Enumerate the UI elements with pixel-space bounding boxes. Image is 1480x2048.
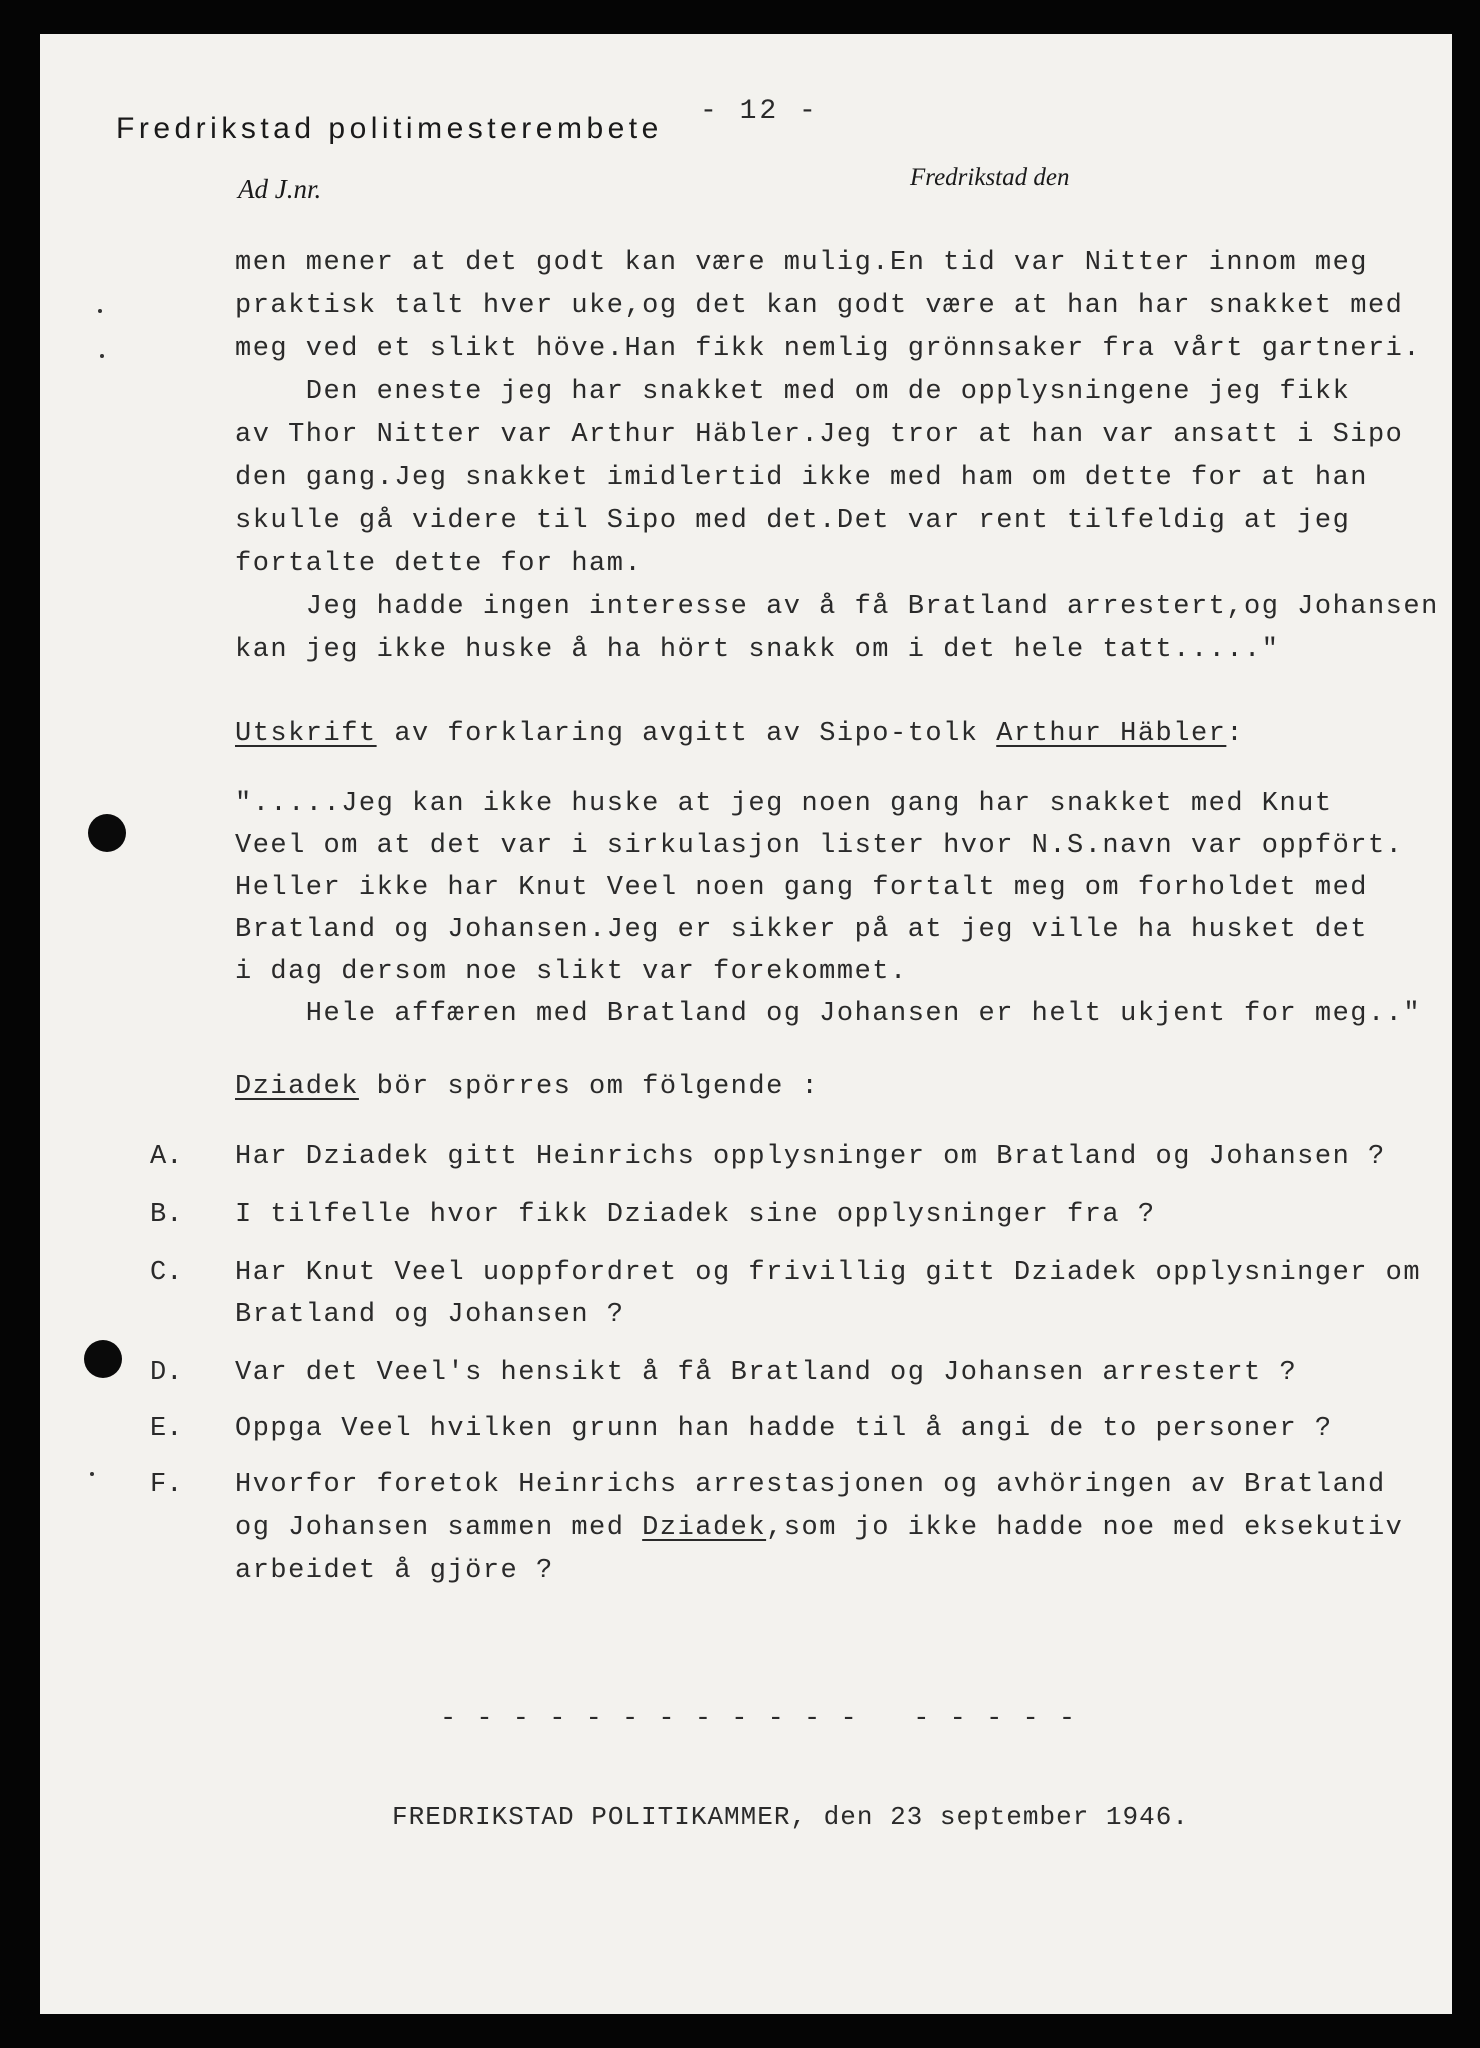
body-line: men mener at det godt kan være mulig.En tid var Nitter innom meg bbox=[235, 248, 1368, 278]
question-letter: F. bbox=[150, 1470, 183, 1500]
question-letter: B. bbox=[150, 1200, 183, 1230]
body-line: skulle gå videre til Sipo med det.Det var rent tilfeldig at jeg bbox=[235, 506, 1351, 536]
question-line: arbeidet å gjöre ? bbox=[235, 1556, 554, 1586]
question-line bbox=[235, 1513, 1403, 1543]
letterhead: Fredrikstad politimesterembete bbox=[116, 112, 663, 145]
document-page bbox=[40, 34, 1452, 2014]
question-line: I tilfelle hvor fikk Dziadek sine opplysninger fra ? bbox=[235, 1200, 1156, 1230]
statement-line: Hele affæren med Bratland og Johansen er helt ukjent for meg.." bbox=[235, 999, 1422, 1029]
journal-number-label: Ad J.nr. bbox=[238, 174, 322, 204]
question-line: Oppga Veel hvilken grunn han hadde til å angi de to personer ? bbox=[235, 1414, 1333, 1444]
statement-line: Heller ikke har Knut Veel noen gang fortalt meg om forholdet med bbox=[235, 873, 1368, 903]
closing-line: FREDRIKSTAD POLITIKAMMER, den 23 september 1946. bbox=[392, 1802, 1189, 1832]
body-line: av Thor Nitter var Arthur Häbler.Jeg tror at han var ansatt i Sipo bbox=[235, 420, 1404, 450]
body-line: kan jeg ikke huske å ha hört snakk om i det hele tatt....." bbox=[235, 635, 1280, 665]
question-line: Har Knut Veel uoppfordret og frivillig gitt Dziadek opplysninger om bbox=[235, 1258, 1422, 1288]
question-letter: C. bbox=[150, 1258, 183, 1288]
statement-line: ".....Jeg kan ikke huske at jeg noen gang har snakket med Knut bbox=[235, 789, 1333, 819]
punch-hole bbox=[84, 1340, 122, 1378]
statement-line: i dag dersom noe slikt var forekommet. bbox=[235, 957, 908, 987]
statement-heading-colon: : bbox=[1226, 719, 1245, 749]
body-line: Den eneste jeg har snakket med om de opplysningene jeg fikk bbox=[235, 377, 1351, 407]
punch-hole bbox=[88, 814, 126, 852]
question-line: Bratland og Johansen ? bbox=[235, 1300, 625, 1330]
question-letter: D. bbox=[150, 1358, 183, 1388]
question-letter: A. bbox=[150, 1142, 183, 1172]
statement-heading-underlined: Utskrift bbox=[235, 719, 377, 749]
question-line-name: Dziadek bbox=[642, 1513, 767, 1543]
body-line: den gang.Jeg snakket imidlertid ikke med ham om dette for at han bbox=[235, 463, 1368, 493]
place-date-label: Fredrikstad den bbox=[910, 164, 1070, 191]
question-letter: E. bbox=[150, 1414, 183, 1444]
separator-line: - - - - - - - - - - - - - - - - - bbox=[440, 1704, 1078, 1734]
statement-heading-name: Arthur Häbler bbox=[996, 719, 1227, 749]
statement-heading bbox=[235, 719, 1244, 749]
page-number: - 12 - bbox=[700, 96, 819, 127]
question-line-rest: ,som jo ikke hadde noe med eksekutiv bbox=[766, 1513, 1404, 1543]
statement-line: Bratland og Johansen.Jeg er sikker på at jeg ville ha husket det bbox=[235, 915, 1368, 945]
body-line: meg ved et slikt höve.Han fikk nemlig grönnsaker fra vårt gartneri. bbox=[235, 334, 1422, 364]
statement-line: Veel om at det var i sirkulasjon lister hvor N.S.navn var oppfört. bbox=[235, 831, 1404, 861]
paper-speck bbox=[98, 309, 102, 313]
question-line: Har Dziadek gitt Heinrichs opplysninger om Bratland og Johansen ? bbox=[235, 1142, 1386, 1172]
body-line: Jeg hadde ingen interesse av å få Bratland arrestert,og Johansen bbox=[235, 592, 1439, 622]
body-line: praktisk talt hver uke,og det kan godt være at han har snakket med bbox=[235, 291, 1404, 321]
question-line-text: og Johansen sammen med bbox=[235, 1513, 643, 1543]
paper-speck bbox=[100, 354, 104, 358]
question-line: Var det Veel's hensikt å få Bratland og Johansen arrestert ? bbox=[235, 1358, 1298, 1388]
questions-heading-name: Dziadek bbox=[235, 1072, 359, 1102]
paper-speck bbox=[90, 1472, 94, 1476]
statement-heading-text: av forklaring avgitt av Sipo-tolk bbox=[376, 719, 997, 749]
question-line: Hvorfor foretok Heinrichs arrestasjonen og avhöringen av Bratland bbox=[235, 1470, 1386, 1500]
body-line: fortalte dette for ham. bbox=[235, 549, 643, 579]
questions-heading bbox=[235, 1072, 819, 1102]
questions-heading-text: bör spörres om fölgende : bbox=[358, 1072, 820, 1102]
